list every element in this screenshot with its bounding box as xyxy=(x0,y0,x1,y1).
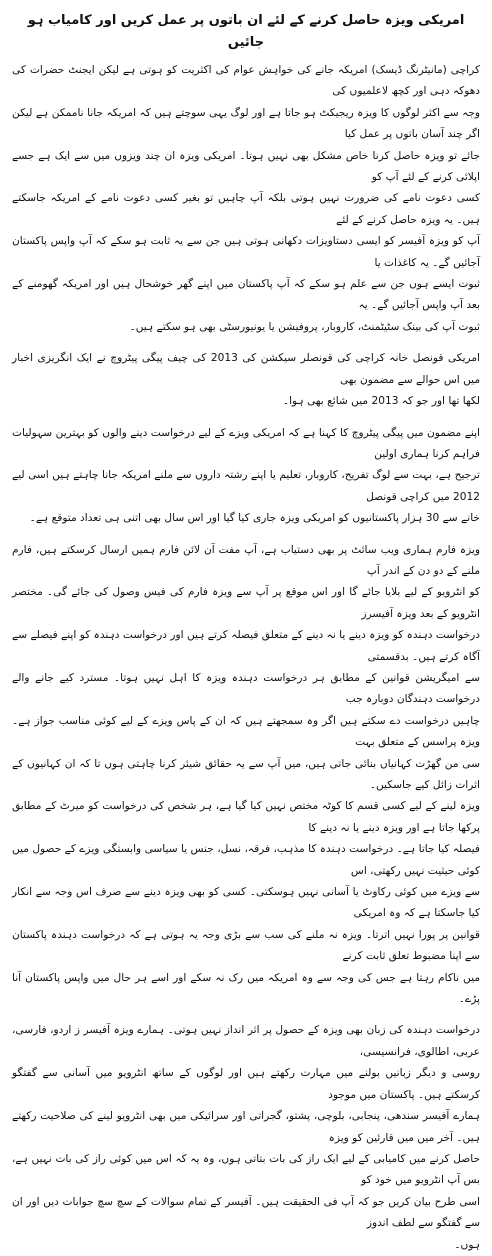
text-line: ہمارے آفیسر سندھی، پنجابی، بلوچی، پشتو، گجراتی اور سرائیکی میں بھی انٹرویو لینے کی صلاحیت رکھتے ہیں۔ آخر میں میں قارئین کو ویزہ xyxy=(12,1110,480,1144)
text-line: سے ویزے میں کوئی رکاوٹ یا آسانی نہیں ہوسکتی۔ کسی کو بھی ویزہ دینے سے صرف اس وجہ سے انکار کیا جاسکتا ہے کہ وہ امریکی xyxy=(12,886,480,920)
article-title: امریکی ویزہ حاصل کرنے کے لئے ان باتوں پر عمل کریں اور کامیاب ہو جائیں xyxy=(27,13,465,50)
text-line: سی من گھڑت کہانیاں بنائی جاتی ہیں، میں آپ سے یہ حقائق شیئر کرنا چاہتی ہوں تا کہ ان کہانیوں کے اثرات زائل کیے جاسکیں۔ xyxy=(12,757,480,791)
text-line: قوانین پر پورا نہیں اترتا۔ ویزہ نہ ملنے کی سب سے بڑی وجہ یہ ہوتی ہے کہ درخواست دہندہ پاکستان سے اپنا مضبوط تعلق ثابت کرنے xyxy=(12,928,480,963)
text-line: درخواست دہندہ کو ویزہ دینے یا نہ دینے کے متعلق فیصلہ کرتے ہیں اور درخواست دہندہ کو اپنے فیصلے سے آگاہ کرتے ہیں۔ بدقسمتی xyxy=(12,629,480,663)
text-line: اپنے مضمون میں پیگی پیٹروچ کا کہنا ہے کہ امریکی ویزے کے لیے درخواست دینے والوں کو بہترین سہولیات فراہم کرنا ہماری اولین xyxy=(12,426,480,460)
text-line: خانے سے 30 ہزار پاکستانیوں کو امریکی ویزہ جاری کیا گیا اور اس سال بھی اتنی ہی تعداد متوقع ہے۔ xyxy=(29,512,480,525)
text-line: ثبوت آپ کی بینک سٹیٹمنٹ، کاروبار، پروفیشن یا یونیورسٹی بھی ہو سکتے ہیں۔ xyxy=(129,320,480,333)
text-line: امریکی قونصل خانہ کراچی کی قونصلر سیکشن کی 2013 کی چیف پیگی پیٹروچ نے ایک انگریزی اخبار میں اس حوالے سے مضمون بھی xyxy=(12,352,480,386)
text-line: میں ناکام رہتا ہے جس کی وجہ سے وہ امریکہ میں رک نہ سکے اور اسے ہر حال میں واپس پاکستان آنا پڑے۔ xyxy=(12,971,480,1006)
text-line: درخواست دہندہ کی زبان بھی ویزہ کے حصول پر اثر انداز نہیں ہوتی۔ ہمارے ویزہ آفیسر ز اردو، فارسی، عربی، اطالوی، فرانسیسی، xyxy=(12,1024,480,1058)
text-line: چاہیں درخواست دے سکتے ہیں اگر وہ سمجھتے ہیں کہ ان کے پاس ویزے کے لیے کوئی مناسب جواز ہے۔ ویزہ پراسس کے متعلق بہت xyxy=(12,714,480,749)
text-line: لکھا تھا اور جو کہ 2013 میں شائع بھی ہوا۔ xyxy=(282,395,480,408)
text-line: آپ کو ویزہ آفیسر کو ایسی دستاویزات دکھانی ہوتی ہیں جن سے یہ ثابت ہو سکے کہ آپ واپس پاکستان آجائیں گے۔ یہ کاغذات یا xyxy=(12,235,480,269)
text-line: اسی طرح بیان کریں جو کہ آپ فی الحقیقت ہیں۔ آفیسر کے تمام سوالات کے سچ سچ جوابات دیں اور ان سے گفتگو سے لطف اندوز xyxy=(12,1195,480,1230)
text-line: وجہ سے اکثر لوگوں کا ویزہ ریجیکٹ ہو جاتا ہے اور لوگ یہی سوچتے ہیں کہ امریکہ جانا ناممکن ہے لیکن اگر چند آسان باتوں پر عمل کیا xyxy=(12,106,480,141)
text-line: جائے تو ویزہ حاصل کرنا خاص مشکل بھی نہیں ہوتا۔ امریکی ویزہ ان چند ویزوں میں سے ایک ہے جسے اپلائی کرنے کے لئے آپ کو xyxy=(12,149,480,184)
paragraph-intro xyxy=(12,60,480,338)
paragraph-article-summary xyxy=(12,423,480,530)
text-line: ثبوت ایسے ہوں جن سے علم ہو سکے کہ آپ پاکستان میں اپنے گھر خوشحال ہیں اور امریکہ گھومنے کے بعد آپ واپس آجائیں گے۔ یہ xyxy=(12,278,480,312)
text-line: ہوں۔ xyxy=(454,1238,480,1251)
text-line: حاصل کرنے میں کامیابی کے لیے ایک راز کی بات بتاتی ہوں، وہ یہ کہ اس میں کوئی راز کی بات نہیں ہے، بس آپ انٹرویو میں خود کو xyxy=(12,1152,480,1187)
text-line: ویزہ لینے کے لیے کسی قسم کا کوٹہ مختص نہیں کیا گیا ہے، ہر شخص کی درخواست کو میرٹ کے مطابق پرکھا جاتا ہے اور ویزہ دینے یا نہ دینے کا xyxy=(12,800,480,834)
text-line: روسی و دیگر زبانیں بولنے میں مہارت رکھتے ہیں اور لوگوں کے ساتھ انٹرویو میں آسانی سے گفتگو کرسکتے ہیں۔ پاکستان میں موجود xyxy=(12,1067,480,1101)
text-line: کسی دعوت نامے کی ضرورت نہیں ہوتی بلکہ آپ چاہیں تو بغیر کسی دعوت نامے کے امریکہ جاسکتے ہیں۔ یہ ویزہ حاصل کرنے کے لئے xyxy=(12,192,480,226)
text-line: ویزہ فارم ہماری ویب سائٹ پر بھی دستیاب ہے، آپ مفت آن لائن فارم ہمیں ارسال کرسکتے ہیں، فارم ملنے کے دو دن کے اندر آپ xyxy=(12,543,480,577)
text-line: سے امیگریشن قوانین کے مطابق ہر درخواست دہندہ ویزہ کا اہل نہیں ہوتا۔ مسترد کیے جانے والے درخواست دہندگان دوبارہ جب xyxy=(12,671,480,706)
text-line: فیصلہ کیا جاتا ہے۔ درخواست دہندہ کا مذہب، فرقہ، نسل، جنس یا سیاسی وابستگی ویزے کے حصول میں کوئی حیثیت نہیں رکھتی، اس xyxy=(12,843,480,877)
text-line: کو انٹرویو کے لیے بلایا جائے گا اور اس موقع پر آپ سے ویزہ فارم کی فیس وصول کی جائے گی۔ مختصر انٹرویو کے بعد ویزہ آفیسرز xyxy=(12,586,480,620)
paragraph-consulate xyxy=(12,348,480,412)
paragraph-visa-process xyxy=(12,540,480,1011)
text-line: کراچی (مانیٹرنگ ڈیسک) امریکہ جانے کی خواہش عوام کی اکثریت کو ہوتی ہے لیکن ایجنٹ حضرات کی دھوکہ دہی اور کچھ لاعلمیوں کی xyxy=(12,64,480,98)
text-line: ترجیح ہے، بہت سے لوگ تفریح، کاروبار، تعلیم یا اپنے رشتہ داروں سے ملنے امریکہ جانا چاہتے ہیں اسی لیے 2012 میں کراچی قونصل xyxy=(12,469,480,503)
paragraph-language xyxy=(12,1020,480,1255)
